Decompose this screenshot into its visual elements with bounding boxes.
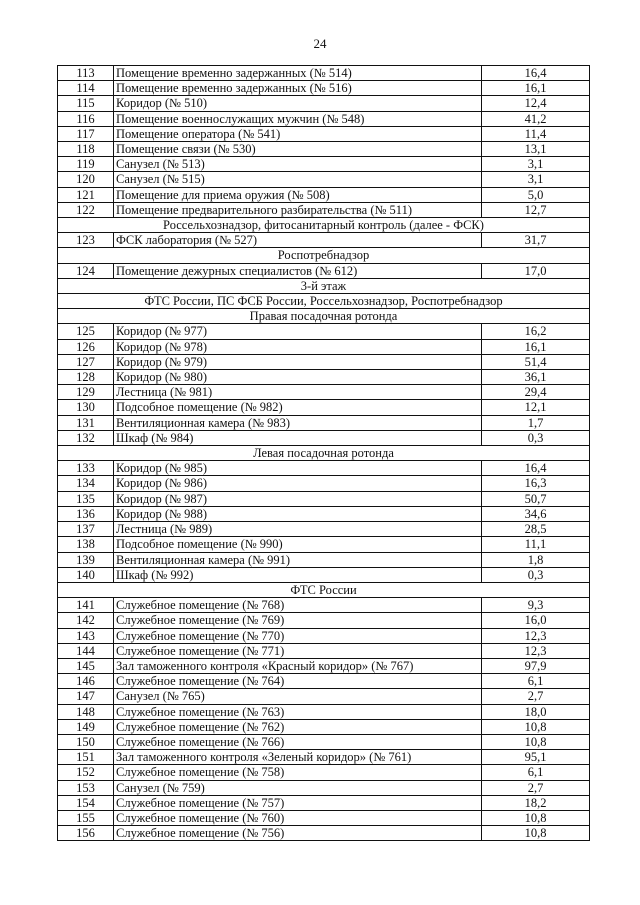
room-name: Служебное помещение (№ 770) xyxy=(114,628,482,643)
row-number: 135 xyxy=(58,491,114,506)
room-area: 50,7 xyxy=(482,491,590,506)
table-row xyxy=(58,476,590,491)
row-number: 126 xyxy=(58,339,114,354)
row-number: 121 xyxy=(58,187,114,202)
table-row xyxy=(58,415,590,430)
room-name: Санузел (№ 759) xyxy=(114,780,482,795)
row-number: 156 xyxy=(58,826,114,841)
table-row xyxy=(58,354,590,369)
row-number: 134 xyxy=(58,476,114,491)
room-area: 5,0 xyxy=(482,187,590,202)
table-row xyxy=(58,172,590,187)
room-name: Коридор (№ 986) xyxy=(114,476,482,491)
table-row xyxy=(58,780,590,795)
table-row xyxy=(58,202,590,217)
room-area: 6,1 xyxy=(482,765,590,780)
room-area: 11,1 xyxy=(482,537,590,552)
row-number: 154 xyxy=(58,795,114,810)
table-row xyxy=(58,552,590,567)
row-number: 120 xyxy=(58,172,114,187)
row-number: 115 xyxy=(58,96,114,111)
room-area: 3,1 xyxy=(482,172,590,187)
room-area: 1,7 xyxy=(482,415,590,430)
room-name: Служебное помещение (№ 766) xyxy=(114,734,482,749)
section-row xyxy=(58,294,590,309)
room-area: 11,4 xyxy=(482,126,590,141)
section-heading: ФТС России xyxy=(58,582,590,597)
section-heading: Правая посадочная ротонда xyxy=(58,309,590,324)
room-area: 31,7 xyxy=(482,233,590,248)
room-name: Служебное помещение (№ 756) xyxy=(114,826,482,841)
room-area: 28,5 xyxy=(482,522,590,537)
room-area: 12,3 xyxy=(482,643,590,658)
room-name: Служебное помещение (№ 762) xyxy=(114,719,482,734)
room-name: Помещение оператора (№ 541) xyxy=(114,126,482,141)
room-name: Коридор (№ 977) xyxy=(114,324,482,339)
row-number: 136 xyxy=(58,506,114,521)
row-number: 114 xyxy=(58,81,114,96)
room-area: 16,2 xyxy=(482,324,590,339)
row-number: 137 xyxy=(58,522,114,537)
room-name: Шкаф (№ 984) xyxy=(114,430,482,445)
room-name: Санузел (№ 513) xyxy=(114,157,482,172)
table-row xyxy=(58,385,590,400)
row-number: 152 xyxy=(58,765,114,780)
section-heading: Роспотребнадзор xyxy=(58,248,590,263)
row-number: 142 xyxy=(58,613,114,628)
room-name: Лестница (№ 989) xyxy=(114,522,482,537)
row-number: 117 xyxy=(58,126,114,141)
table-row xyxy=(58,111,590,126)
room-area: 97,9 xyxy=(482,658,590,673)
room-area: 13,1 xyxy=(482,142,590,157)
room-area: 12,4 xyxy=(482,96,590,111)
room-name: Вентиляционная камера (№ 991) xyxy=(114,552,482,567)
room-area: 10,8 xyxy=(482,734,590,749)
room-area: 17,0 xyxy=(482,263,590,278)
table-row xyxy=(58,658,590,673)
room-name: Коридор (№ 510) xyxy=(114,96,482,111)
room-area: 95,1 xyxy=(482,750,590,765)
row-number: 155 xyxy=(58,810,114,825)
rooms-table-body xyxy=(58,66,590,841)
room-name: Служебное помещение (№ 769) xyxy=(114,613,482,628)
section-heading: Россельхознадзор, фитосанитарный контроль (далее - ФСК) xyxy=(58,218,590,233)
room-area: 29,4 xyxy=(482,385,590,400)
row-number: 143 xyxy=(58,628,114,643)
room-area: 18,0 xyxy=(482,704,590,719)
table-row xyxy=(58,66,590,81)
table-row xyxy=(58,826,590,841)
room-area: 9,3 xyxy=(482,598,590,613)
page-number: 24 xyxy=(313,36,327,51)
room-name: Коридор (№ 980) xyxy=(114,370,482,385)
table-row xyxy=(58,704,590,719)
table-row xyxy=(58,734,590,749)
room-name: Вентиляционная камера (№ 983) xyxy=(114,415,482,430)
room-area: 2,7 xyxy=(482,780,590,795)
table-row xyxy=(58,719,590,734)
row-number: 127 xyxy=(58,354,114,369)
room-name: Служебное помещение (№ 763) xyxy=(114,704,482,719)
room-name: Коридор (№ 978) xyxy=(114,339,482,354)
room-area: 36,1 xyxy=(482,370,590,385)
table-row xyxy=(58,96,590,111)
room-name: Помещение временно задержанных (№ 516) xyxy=(114,81,482,96)
row-number: 140 xyxy=(58,567,114,582)
table-row xyxy=(58,613,590,628)
room-name: Помещение для приема оружия (№ 508) xyxy=(114,187,482,202)
room-name: Коридор (№ 988) xyxy=(114,506,482,521)
room-area: 41,2 xyxy=(482,111,590,126)
room-area: 6,1 xyxy=(482,674,590,689)
section-row xyxy=(58,582,590,597)
room-name: Санузел (№ 765) xyxy=(114,689,482,704)
room-area: 16,4 xyxy=(482,66,590,81)
table-row xyxy=(58,750,590,765)
room-area: 12,7 xyxy=(482,202,590,217)
room-name: Служебное помещение (№ 760) xyxy=(114,810,482,825)
row-number: 153 xyxy=(58,780,114,795)
row-number: 131 xyxy=(58,415,114,430)
room-name: Помещение связи (№ 530) xyxy=(114,142,482,157)
table-row xyxy=(58,142,590,157)
room-name: Лестница (№ 981) xyxy=(114,385,482,400)
row-number: 118 xyxy=(58,142,114,157)
table-row xyxy=(58,324,590,339)
room-area: 2,7 xyxy=(482,689,590,704)
row-number: 130 xyxy=(58,400,114,415)
room-name: Помещение предварительного разбирательства (№ 511) xyxy=(114,202,482,217)
table-row xyxy=(58,795,590,810)
table-row xyxy=(58,187,590,202)
room-name: Зал таможенного контроля «Красный коридор» (№ 767) xyxy=(114,658,482,673)
table-row xyxy=(58,689,590,704)
row-number: 145 xyxy=(58,658,114,673)
row-number: 116 xyxy=(58,111,114,126)
table-row xyxy=(58,810,590,825)
room-name: Коридор (№ 979) xyxy=(114,354,482,369)
room-area: 34,6 xyxy=(482,506,590,521)
room-name: Служебное помещение (№ 764) xyxy=(114,674,482,689)
room-area: 12,3 xyxy=(482,628,590,643)
room-name: Служебное помещение (№ 771) xyxy=(114,643,482,658)
room-area: 16,4 xyxy=(482,461,590,476)
table-row xyxy=(58,643,590,658)
table-row xyxy=(58,263,590,278)
table-row xyxy=(58,628,590,643)
row-number: 129 xyxy=(58,385,114,400)
room-name: Зал таможенного контроля «Зеленый коридор» (№ 761) xyxy=(114,750,482,765)
row-number: 151 xyxy=(58,750,114,765)
room-name: Помещение военнослужащих мужчин (№ 548) xyxy=(114,111,482,126)
room-name: Шкаф (№ 992) xyxy=(114,567,482,582)
table-row xyxy=(58,491,590,506)
row-number: 149 xyxy=(58,719,114,734)
row-number: 128 xyxy=(58,370,114,385)
row-number: 122 xyxy=(58,202,114,217)
section-heading: Левая посадочная ротонда xyxy=(58,446,590,461)
table-row xyxy=(58,157,590,172)
table-row xyxy=(58,567,590,582)
room-name: Коридор (№ 987) xyxy=(114,491,482,506)
room-name: Санузел (№ 515) xyxy=(114,172,482,187)
row-number: 123 xyxy=(58,233,114,248)
room-name: Помещение временно задержанных (№ 514) xyxy=(114,66,482,81)
room-area: 16,3 xyxy=(482,476,590,491)
table-row xyxy=(58,400,590,415)
room-area: 18,2 xyxy=(482,795,590,810)
room-area: 16,1 xyxy=(482,81,590,96)
section-row xyxy=(58,446,590,461)
room-area: 3,1 xyxy=(482,157,590,172)
row-number: 141 xyxy=(58,598,114,613)
section-heading: 3-й этаж xyxy=(58,278,590,293)
row-number: 113 xyxy=(58,66,114,81)
table-row xyxy=(58,506,590,521)
table-row xyxy=(58,765,590,780)
table-row xyxy=(58,370,590,385)
row-number: 146 xyxy=(58,674,114,689)
room-name: Подсобное помещение (№ 990) xyxy=(114,537,482,552)
section-row xyxy=(58,218,590,233)
section-row xyxy=(58,309,590,324)
table-row xyxy=(58,126,590,141)
room-area: 1,8 xyxy=(482,552,590,567)
section-heading: ФТС России, ПС ФСБ России, Россельхознадзор, Роспотребнадзор xyxy=(58,294,590,309)
table-row xyxy=(58,339,590,354)
row-number: 147 xyxy=(58,689,114,704)
room-name: Служебное помещение (№ 757) xyxy=(114,795,482,810)
room-area: 0,3 xyxy=(482,567,590,582)
table-row xyxy=(58,461,590,476)
row-number: 132 xyxy=(58,430,114,445)
row-number: 144 xyxy=(58,643,114,658)
table-row xyxy=(58,674,590,689)
room-area: 10,8 xyxy=(482,719,590,734)
row-number: 148 xyxy=(58,704,114,719)
room-name: ФСК лаборатория (№ 527) xyxy=(114,233,482,248)
section-row xyxy=(58,278,590,293)
row-number: 133 xyxy=(58,461,114,476)
room-name: Коридор (№ 985) xyxy=(114,461,482,476)
table-row xyxy=(58,430,590,445)
table-row xyxy=(58,522,590,537)
row-number: 150 xyxy=(58,734,114,749)
room-area: 10,8 xyxy=(482,810,590,825)
room-area: 16,0 xyxy=(482,613,590,628)
section-row xyxy=(58,248,590,263)
rooms-table xyxy=(57,65,590,841)
room-name: Служебное помещение (№ 758) xyxy=(114,765,482,780)
row-number: 125 xyxy=(58,324,114,339)
room-area: 51,4 xyxy=(482,354,590,369)
row-number: 119 xyxy=(58,157,114,172)
row-number: 138 xyxy=(58,537,114,552)
room-area: 0,3 xyxy=(482,430,590,445)
table-row xyxy=(58,233,590,248)
room-name: Подсобное помещение (№ 982) xyxy=(114,400,482,415)
table-row xyxy=(58,537,590,552)
row-number: 124 xyxy=(58,263,114,278)
room-name: Помещение дежурных специалистов (№ 612) xyxy=(114,263,482,278)
room-area: 12,1 xyxy=(482,400,590,415)
room-area: 10,8 xyxy=(482,826,590,841)
table-row xyxy=(58,81,590,96)
room-name: Служебное помещение (№ 768) xyxy=(114,598,482,613)
row-number: 139 xyxy=(58,552,114,567)
room-area: 16,1 xyxy=(482,339,590,354)
table-row xyxy=(58,598,590,613)
